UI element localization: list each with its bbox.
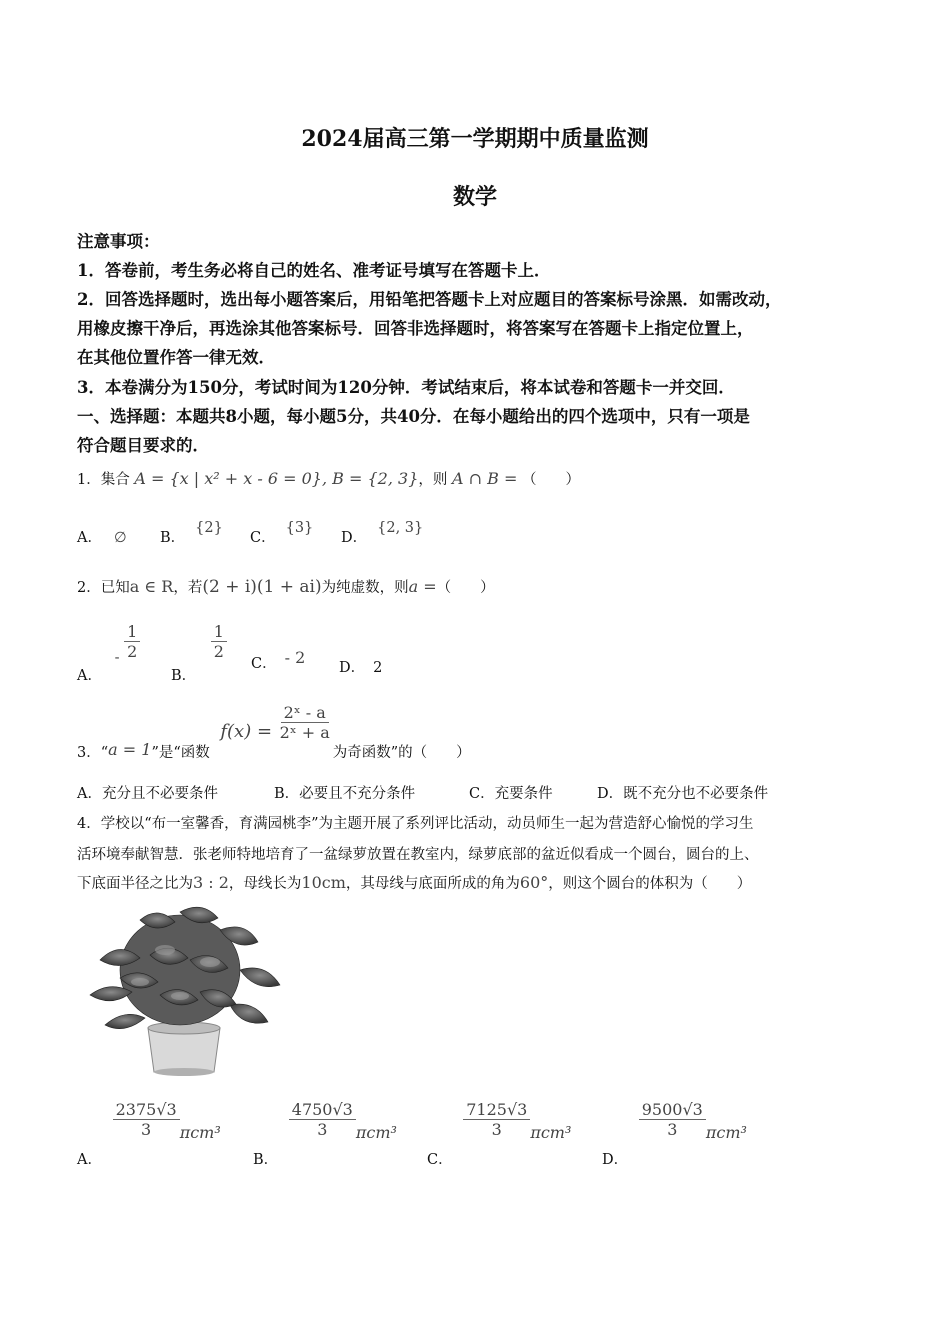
q4-line-3-a: 下底面半径之比为 xyxy=(77,876,193,892)
q3-option-b[interactable]: B．必要且不充分条件 xyxy=(274,786,416,802)
q2-option-b[interactable] xyxy=(171,622,227,684)
subject-title: 数学 xyxy=(452,184,497,210)
q4-option-c-label: C． xyxy=(427,1151,453,1168)
q4-option-a-num: 2375√3 xyxy=(113,1100,180,1120)
q4-option-c-unit: πcm³ xyxy=(530,1122,572,1142)
question-2 xyxy=(77,576,495,597)
q1-option-b-value: {2} xyxy=(195,520,223,536)
q1-option-d[interactable] xyxy=(341,516,424,546)
q1-prefix: 1．集合 xyxy=(77,472,130,488)
q4-line-1: 4．学校以“布一室馨香，育满园桃李”为主题开展了系列评比活动，动员师生一起为营造舒心愉悦的学习生 xyxy=(77,816,754,832)
q1-option-d-value: {2, 3} xyxy=(377,520,424,536)
q4-option-c[interactable] xyxy=(427,1100,572,1168)
q2-option-a-fraction xyxy=(124,622,140,661)
q2-mid-1: ，若 xyxy=(173,580,203,596)
q1-option-a-label: A． xyxy=(77,530,102,546)
q1-option-c-label: C． xyxy=(250,530,276,546)
q2-option-c-value: - 2 xyxy=(284,648,306,667)
q2-option-c-label: C． xyxy=(251,656,277,672)
note-1: 1．答卷前，考生务必将自己的姓名、准考证号填写在答题卡上． xyxy=(77,261,551,280)
q2-option-b-fraction xyxy=(211,622,227,661)
q2-condition: a ∈ R xyxy=(129,577,174,596)
q1-option-c-value: {3} xyxy=(285,520,314,536)
q4-line-3 xyxy=(77,872,751,893)
q4-option-b-label: B． xyxy=(253,1151,279,1168)
q4-option-b[interactable] xyxy=(253,1100,397,1168)
q4-length: 10cm xyxy=(301,873,346,892)
q2-paren: （ ） xyxy=(436,580,495,596)
q3-suffix: 为奇函数”的（ ） xyxy=(332,744,471,761)
q4-ratio: 3 : 2 xyxy=(193,873,229,892)
q1-option-a-value: ∅ xyxy=(113,530,127,546)
q4-option-a-fraction xyxy=(113,1100,180,1139)
section-1-line-1: 一、选择题：本题共8小题，每小题5分，共40分．在每小题给出的四个选项中，只有一项是 xyxy=(77,407,750,426)
q4-option-c-num: 7125√3 xyxy=(463,1100,530,1120)
q1-option-b[interactable] xyxy=(160,516,223,546)
note-2-line-3: 在其他位置作答一律无效． xyxy=(77,348,275,367)
q4-line-3-d: ，则这个圆台的体积为（ ） xyxy=(548,876,752,892)
q3-option-d[interactable]: D．既不充分也不必要条件 xyxy=(597,786,769,802)
q4-line-3-b: ，母线长为 xyxy=(228,876,302,892)
note-3: 3．本卷满分为150分，考试时间为120分钟．考试结束后，将本试卷和答题卡一并交回． xyxy=(77,378,735,397)
q3-option-c[interactable]: C．充要条件 xyxy=(469,786,553,802)
q4-option-b-unit: πcm³ xyxy=(355,1122,397,1142)
q1-set-a: A = {x | x² + x - 6 = 0} xyxy=(134,469,322,488)
q4-option-c-fraction xyxy=(463,1100,530,1139)
q2-option-a[interactable] xyxy=(77,622,140,684)
q4-option-d-den: 3 xyxy=(667,1120,678,1139)
q2-option-d-label: D． xyxy=(339,660,366,676)
q4-angle: 60° xyxy=(519,873,549,892)
q2-option-d-value: 2 xyxy=(373,660,383,676)
q1-mid: ，则 xyxy=(418,472,448,488)
q2-option-b-label: B． xyxy=(171,667,197,684)
q2-mid-2: 为纯虚数，则 xyxy=(321,580,409,596)
q4-option-b-den: 3 xyxy=(317,1120,328,1139)
note-2-line-1: 2．回答选择题时，选出每小题答案后，用铅笔把答题卡上对应题目的答案标号涂黑．如需改动， xyxy=(77,290,782,309)
q4-option-d-num: 9500√3 xyxy=(639,1100,706,1120)
q3-fraction xyxy=(277,703,333,742)
q4-option-c-den: 3 xyxy=(491,1120,502,1139)
section-1-line-2: 符合题目要求的． xyxy=(77,436,209,455)
q1-option-d-label: D． xyxy=(341,530,368,546)
q2-option-d[interactable] xyxy=(339,656,382,677)
note-2-line-2: 用橡皮擦干净后，再选涂其他答案标号．回答非选择题时，将答案写在答题卡上指定位置上， xyxy=(77,319,754,338)
q4-option-a-unit: πcm³ xyxy=(179,1122,221,1142)
question-1 xyxy=(77,468,580,489)
q3-prefix: 3．“ xyxy=(77,744,109,761)
potted-plant-image xyxy=(80,900,290,1080)
q4-line-3-c: ，其母线与底面所成的角为 xyxy=(345,876,520,892)
q4-option-a-label: A． xyxy=(77,1151,102,1168)
q1-option-a[interactable] xyxy=(77,526,127,547)
q4-option-d[interactable] xyxy=(602,1100,747,1168)
q4-option-b-num: 4750√3 xyxy=(289,1100,356,1120)
q4-option-b-fraction xyxy=(289,1100,356,1139)
q2-option-c[interactable] xyxy=(251,648,306,673)
exam-title: 2024届高三第一学期期中质量监测 xyxy=(301,126,649,152)
q2-option-a-label: A． xyxy=(77,667,102,684)
q4-option-a-den: 3 xyxy=(141,1120,152,1139)
q4-option-a[interactable] xyxy=(77,1100,221,1168)
question-3 xyxy=(77,703,471,761)
q1-paren: （ ） xyxy=(522,472,580,488)
q2-option-a-sign: - xyxy=(114,649,120,666)
notes-heading: 注意事项： xyxy=(77,232,160,251)
q2-option-b-num: 1 xyxy=(211,622,227,642)
q1-expression: A ∩ B = xyxy=(452,469,518,488)
q4-option-d-fraction xyxy=(639,1100,706,1139)
q2-prefix: 2．已知 xyxy=(77,580,130,596)
q3-function: f(x) = xyxy=(220,720,273,742)
q4-option-d-label: D． xyxy=(602,1151,629,1168)
q3-numerator: 2ˣ - a xyxy=(281,703,329,723)
q4-option-d-unit: πcm³ xyxy=(705,1122,747,1142)
q4-line-2: 活环境奉献智慧．张老师特地培育了一盆绿萝放置在教室内，绿萝底部的盆近似看成一个圆台，圆台的上、 xyxy=(77,847,759,863)
q3-condition: a = 1 xyxy=(108,739,152,759)
q2-option-b-den: 2 xyxy=(213,642,224,661)
q1-set-b: , B = {2, 3} xyxy=(321,469,419,488)
q3-option-a[interactable]: A．充分且不必要条件 xyxy=(77,786,218,802)
q1-option-b-label: B． xyxy=(160,530,186,546)
q2-variable: a = xyxy=(408,577,437,596)
q2-option-a-den: 2 xyxy=(127,642,138,661)
q2-option-a-num: 1 xyxy=(124,622,140,642)
q3-denominator: 2ˣ + a xyxy=(279,723,330,742)
q2-expression: (2 + i)(1 + ai) xyxy=(202,577,322,597)
q1-option-c[interactable] xyxy=(250,516,314,546)
q3-mid: ”是“函数 xyxy=(151,744,210,761)
